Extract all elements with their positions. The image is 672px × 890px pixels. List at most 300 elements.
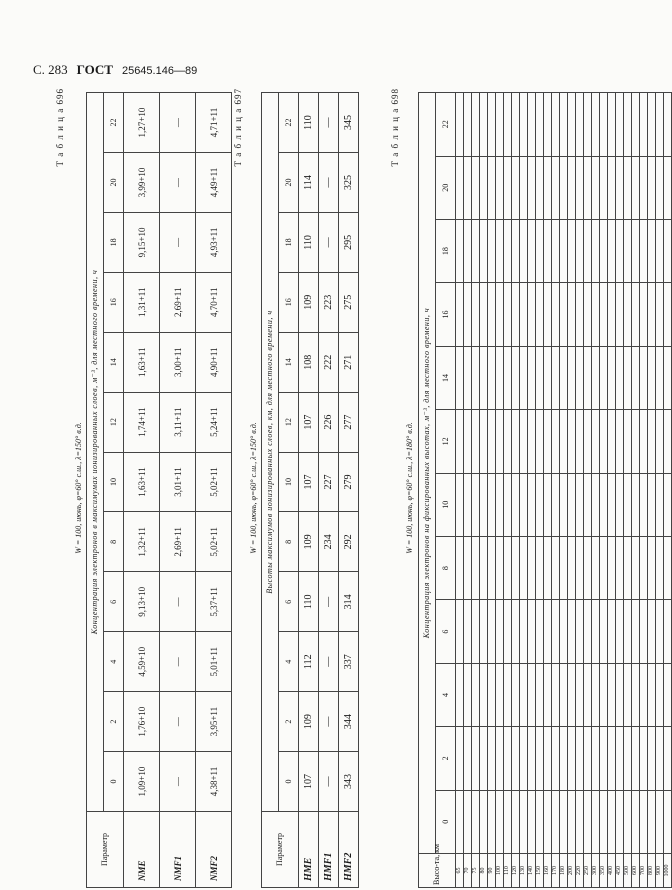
table-row xyxy=(632,93,640,888)
value-cell xyxy=(456,283,464,346)
value-cell xyxy=(544,156,552,219)
altitude-cell: 110 xyxy=(504,854,512,888)
value-cell: 2,69+11 xyxy=(160,272,196,332)
value-cell xyxy=(496,790,504,853)
value-cell xyxy=(648,663,656,726)
value-cell: 234 xyxy=(319,512,339,572)
table-row xyxy=(592,93,600,888)
value-cell xyxy=(552,663,560,726)
table-row xyxy=(480,93,488,888)
value-cell xyxy=(584,219,592,282)
value-cell xyxy=(608,93,616,157)
value-cell xyxy=(616,600,624,663)
value-cell xyxy=(560,727,568,790)
table-698-conditions: W = 100, июнь, φ=60° с.ш., λ=180° в.д. xyxy=(405,422,414,554)
table-698-label: Т а б л и ц а 698 xyxy=(390,88,400,167)
value-cell xyxy=(536,346,544,409)
value-cell xyxy=(576,283,584,346)
value-cell xyxy=(512,727,520,790)
value-cell xyxy=(624,790,632,853)
table-row xyxy=(608,93,616,888)
value-cell xyxy=(488,600,496,663)
value-cell: 1,27+10 xyxy=(124,93,160,153)
span-header: Высоты максимумов ионизированных слоев, км, для местного времени, ч xyxy=(262,93,279,812)
value-cell: 1,76+10 xyxy=(124,692,160,752)
value-cell: — xyxy=(160,153,196,213)
value-cell xyxy=(544,283,552,346)
value-cell xyxy=(536,536,544,599)
value-cell xyxy=(488,283,496,346)
altitude-cell: 200 xyxy=(568,854,576,888)
value-cell xyxy=(584,727,592,790)
value-cell xyxy=(640,663,648,726)
value-cell xyxy=(488,473,496,536)
value-cell xyxy=(520,663,528,726)
value-cell xyxy=(664,536,672,599)
table-row xyxy=(528,93,536,888)
value-cell xyxy=(536,727,544,790)
value-cell xyxy=(608,473,616,536)
table-row xyxy=(648,93,656,888)
value-cell xyxy=(592,219,600,282)
altitude-cell: 70 xyxy=(464,854,472,888)
altitude-cell: 700 xyxy=(640,854,648,888)
value-cell xyxy=(536,473,544,536)
altitude-cell: 75 xyxy=(472,854,480,888)
value-cell xyxy=(568,410,576,473)
value-cell xyxy=(640,156,648,219)
value-cell xyxy=(472,600,480,663)
value-cell: — xyxy=(160,752,196,812)
value-cell xyxy=(480,410,488,473)
span-header: Концентрация электронов на фиксированных высотах, м⁻³, для местного времени, ч xyxy=(419,93,436,854)
value-cell xyxy=(664,346,672,409)
altitude-cell: 90 xyxy=(488,854,496,888)
value-cell xyxy=(528,93,536,157)
value-cell xyxy=(544,663,552,726)
table-row xyxy=(464,93,472,888)
altitude-cell: 180 xyxy=(560,854,568,888)
table-row xyxy=(339,93,359,888)
value-cell xyxy=(544,219,552,282)
value-cell xyxy=(648,536,656,599)
value-cell xyxy=(664,473,672,536)
value-cell xyxy=(512,790,520,853)
value-cell xyxy=(496,93,504,157)
value-cell: 3,01+11 xyxy=(160,452,196,512)
value-cell xyxy=(488,410,496,473)
value-cell: 227 xyxy=(319,452,339,512)
value-cell xyxy=(632,156,640,219)
value-cell xyxy=(600,93,608,157)
altitude-header: Высо-та, км xyxy=(419,854,456,888)
table-row xyxy=(600,93,608,888)
value-cell: — xyxy=(319,752,339,812)
value-cell: — xyxy=(160,572,196,632)
value-cell: 4,49+11 xyxy=(196,153,232,213)
value-cell: 277 xyxy=(339,392,359,452)
value-cell xyxy=(552,727,560,790)
value-cell xyxy=(632,346,640,409)
param-header: Параметр xyxy=(87,812,124,888)
value-cell xyxy=(496,346,504,409)
value-cell xyxy=(512,410,520,473)
value-cell xyxy=(512,156,520,219)
value-cell xyxy=(664,600,672,663)
value-cell xyxy=(456,663,464,726)
value-cell xyxy=(664,219,672,282)
value-cell xyxy=(568,346,576,409)
value-cell xyxy=(600,410,608,473)
value-cell xyxy=(480,727,488,790)
value-cell xyxy=(648,156,656,219)
value-cell xyxy=(496,473,504,536)
value-cell xyxy=(568,283,576,346)
value-cell xyxy=(592,536,600,599)
value-cell xyxy=(560,346,568,409)
value-cell xyxy=(520,156,528,219)
value-cell xyxy=(504,93,512,157)
value-cell xyxy=(496,156,504,219)
param-name: HMF2 xyxy=(339,812,359,888)
value-cell xyxy=(544,410,552,473)
altitude-cell: 100 xyxy=(496,854,504,888)
table-row xyxy=(299,93,319,888)
value-cell: 109 xyxy=(299,512,319,572)
value-cell xyxy=(544,536,552,599)
value-cell xyxy=(616,663,624,726)
value-cell: 3,00+11 xyxy=(160,332,196,392)
value-cell xyxy=(600,790,608,853)
value-cell xyxy=(576,790,584,853)
value-cell xyxy=(536,283,544,346)
value-cell xyxy=(528,156,536,219)
value-cell xyxy=(464,790,472,853)
value-cell xyxy=(544,727,552,790)
value-cell xyxy=(600,600,608,663)
hour-header: 16 xyxy=(279,272,299,332)
value-cell xyxy=(656,536,664,599)
value-cell xyxy=(552,473,560,536)
value-cell xyxy=(464,663,472,726)
value-cell xyxy=(504,410,512,473)
value-cell: — xyxy=(160,93,196,153)
value-cell: 107 xyxy=(299,452,319,512)
value-cell xyxy=(560,156,568,219)
value-cell xyxy=(456,346,464,409)
table-row xyxy=(124,93,160,888)
value-cell: 109 xyxy=(299,272,319,332)
altitude-cell: 160 xyxy=(544,854,552,888)
value-cell xyxy=(544,790,552,853)
value-cell xyxy=(592,93,600,157)
value-cell xyxy=(456,410,464,473)
value-cell xyxy=(568,536,576,599)
hour-header: 8 xyxy=(436,536,456,599)
altitude-cell: 250 xyxy=(584,854,592,888)
page-number: С. 283 xyxy=(33,62,68,77)
value-cell xyxy=(472,410,480,473)
value-cell xyxy=(456,219,464,282)
value-cell xyxy=(464,346,472,409)
table-row xyxy=(568,93,576,888)
value-cell xyxy=(648,283,656,346)
value-cell xyxy=(504,156,512,219)
altitude-cell: 150 xyxy=(536,854,544,888)
value-cell xyxy=(456,473,464,536)
value-cell xyxy=(624,93,632,157)
table-698 xyxy=(418,92,672,888)
value-cell xyxy=(560,600,568,663)
value-cell xyxy=(480,790,488,853)
value-cell: 4,90+11 xyxy=(196,332,232,392)
hour-header: 12 xyxy=(436,410,456,473)
value-cell xyxy=(480,600,488,663)
value-cell xyxy=(472,156,480,219)
value-cell xyxy=(528,536,536,599)
value-cell xyxy=(464,600,472,663)
value-cell: 110 xyxy=(299,212,319,272)
value-cell xyxy=(464,156,472,219)
value-cell: 292 xyxy=(339,512,359,572)
value-cell xyxy=(520,600,528,663)
value-cell xyxy=(512,346,520,409)
hour-header: 18 xyxy=(279,212,299,272)
table-row xyxy=(512,93,520,888)
value-cell xyxy=(616,93,624,157)
table-696 xyxy=(86,92,232,888)
hour-header: 12 xyxy=(279,392,299,452)
value-cell xyxy=(552,346,560,409)
value-cell xyxy=(528,283,536,346)
value-cell xyxy=(624,283,632,346)
hour-header: 18 xyxy=(104,212,124,272)
value-cell xyxy=(480,536,488,599)
rotated-tables xyxy=(52,88,670,888)
altitude-cell: 500 xyxy=(624,854,632,888)
value-cell: 1,63+11 xyxy=(124,332,160,392)
value-cell xyxy=(480,663,488,726)
table-row xyxy=(552,93,560,888)
table-row xyxy=(319,93,339,888)
hour-header: 8 xyxy=(279,512,299,572)
value-cell xyxy=(656,93,664,157)
value-cell: 5,24+11 xyxy=(196,392,232,452)
value-cell xyxy=(560,663,568,726)
table-row xyxy=(584,93,592,888)
value-cell: 4,70+11 xyxy=(196,272,232,332)
value-cell xyxy=(616,219,624,282)
param-name: NMF2 xyxy=(196,812,232,888)
value-cell xyxy=(496,536,504,599)
value-cell xyxy=(456,600,464,663)
value-cell xyxy=(608,790,616,853)
value-cell xyxy=(488,536,496,599)
value-cell xyxy=(624,663,632,726)
value-cell: — xyxy=(160,692,196,752)
value-cell xyxy=(648,410,656,473)
value-cell: — xyxy=(160,632,196,692)
value-cell xyxy=(632,727,640,790)
value-cell xyxy=(480,156,488,219)
value-cell xyxy=(456,727,464,790)
value-cell xyxy=(656,156,664,219)
value-cell xyxy=(584,473,592,536)
value-cell xyxy=(656,346,664,409)
value-cell xyxy=(472,790,480,853)
value-cell xyxy=(504,536,512,599)
value-cell xyxy=(664,410,672,473)
table-row xyxy=(456,93,464,888)
value-cell xyxy=(624,219,632,282)
value-cell xyxy=(504,663,512,726)
value-cell: 222 xyxy=(319,332,339,392)
value-cell xyxy=(576,93,584,157)
value-cell xyxy=(648,346,656,409)
value-cell xyxy=(656,283,664,346)
value-cell xyxy=(640,346,648,409)
value-cell xyxy=(552,283,560,346)
value-cell xyxy=(656,600,664,663)
value-cell xyxy=(520,790,528,853)
value-cell xyxy=(608,283,616,346)
hour-header: 2 xyxy=(279,692,299,752)
value-cell xyxy=(664,790,672,853)
value-cell xyxy=(560,536,568,599)
value-cell: 344 xyxy=(339,692,359,752)
table-697-conditions: W = 100, июнь, φ=60° с.ш., λ=150° в.д. xyxy=(249,422,258,554)
value-cell xyxy=(616,410,624,473)
value-cell xyxy=(464,93,472,157)
value-cell xyxy=(584,600,592,663)
hour-header: 6 xyxy=(104,572,124,632)
value-cell xyxy=(592,600,600,663)
value-cell xyxy=(600,283,608,346)
value-cell xyxy=(536,93,544,157)
value-cell: — xyxy=(319,632,339,692)
value-cell xyxy=(584,93,592,157)
value-cell xyxy=(592,663,600,726)
hour-header: 22 xyxy=(279,93,299,153)
value-cell xyxy=(464,727,472,790)
value-cell xyxy=(488,663,496,726)
value-cell xyxy=(664,156,672,219)
value-cell: 1,09+10 xyxy=(124,752,160,812)
hour-header: 4 xyxy=(279,632,299,692)
value-cell xyxy=(536,790,544,853)
value-cell: 110 xyxy=(299,93,319,153)
document-number: 25645.146—89 xyxy=(121,65,198,77)
value-cell xyxy=(648,93,656,157)
altitude-cell: 1000 xyxy=(664,854,672,888)
value-cell xyxy=(568,790,576,853)
value-cell xyxy=(632,410,640,473)
value-cell: 3,95+11 xyxy=(196,692,232,752)
value-cell xyxy=(496,410,504,473)
value-cell xyxy=(536,219,544,282)
value-cell xyxy=(608,600,616,663)
value-cell: 1,74+11 xyxy=(124,392,160,452)
value-cell xyxy=(656,473,664,536)
value-cell: 110 xyxy=(299,572,319,632)
value-cell xyxy=(616,536,624,599)
value-cell xyxy=(592,156,600,219)
hour-header: 16 xyxy=(104,272,124,332)
value-cell xyxy=(640,600,648,663)
value-cell xyxy=(656,790,664,853)
value-cell xyxy=(560,93,568,157)
hour-header: 22 xyxy=(436,93,456,157)
value-cell xyxy=(608,410,616,473)
value-cell xyxy=(632,473,640,536)
altitude-cell: 65 xyxy=(456,854,464,888)
value-cell xyxy=(576,156,584,219)
value-cell: 114 xyxy=(299,153,319,213)
value-cell xyxy=(632,663,640,726)
value-cell xyxy=(624,410,632,473)
value-cell: 271 xyxy=(339,332,359,392)
value-cell xyxy=(576,219,584,282)
value-cell: 9,15+10 xyxy=(124,212,160,272)
value-cell xyxy=(456,536,464,599)
value-cell xyxy=(584,346,592,409)
value-cell xyxy=(568,600,576,663)
table-696-conditions: W = 100, июнь, φ=60° с.ш., λ=150° в.д. xyxy=(74,422,83,554)
value-cell xyxy=(624,346,632,409)
value-cell xyxy=(520,219,528,282)
value-cell xyxy=(520,93,528,157)
value-cell xyxy=(640,727,648,790)
table-row xyxy=(560,93,568,888)
hour-header: 14 xyxy=(436,346,456,409)
value-cell: 5,37+11 xyxy=(196,572,232,632)
value-cell xyxy=(600,536,608,599)
value-cell: 4,93+11 xyxy=(196,212,232,272)
value-cell xyxy=(488,790,496,853)
hour-header: 4 xyxy=(436,663,456,726)
value-cell: 4,71+11 xyxy=(196,93,232,153)
value-cell xyxy=(664,283,672,346)
value-cell: 223 xyxy=(319,272,339,332)
table-row xyxy=(664,93,672,888)
value-cell xyxy=(608,156,616,219)
value-cell: 5,02+11 xyxy=(196,512,232,572)
altitude-cell: 900 xyxy=(656,854,664,888)
value-cell xyxy=(560,283,568,346)
param-name: HMF1 xyxy=(319,812,339,888)
value-cell xyxy=(496,727,504,790)
value-cell: 4,38+11 xyxy=(196,752,232,812)
hour-header: 16 xyxy=(436,283,456,346)
altitude-cell: 220 xyxy=(576,854,584,888)
value-cell xyxy=(608,219,616,282)
value-cell xyxy=(488,727,496,790)
param-name: NME xyxy=(124,812,160,888)
value-cell xyxy=(624,536,632,599)
value-cell xyxy=(640,93,648,157)
value-cell xyxy=(560,790,568,853)
table-row xyxy=(496,93,504,888)
value-cell xyxy=(472,536,480,599)
value-cell xyxy=(504,727,512,790)
value-cell xyxy=(528,346,536,409)
span-header: Концентрация электронов в максимумах ионизированных слоев, м⁻³, для местного времени, ч xyxy=(87,93,104,812)
value-cell: 295 xyxy=(339,212,359,272)
value-cell xyxy=(560,219,568,282)
value-cell xyxy=(472,663,480,726)
hour-header: 18 xyxy=(436,219,456,282)
value-cell xyxy=(592,346,600,409)
